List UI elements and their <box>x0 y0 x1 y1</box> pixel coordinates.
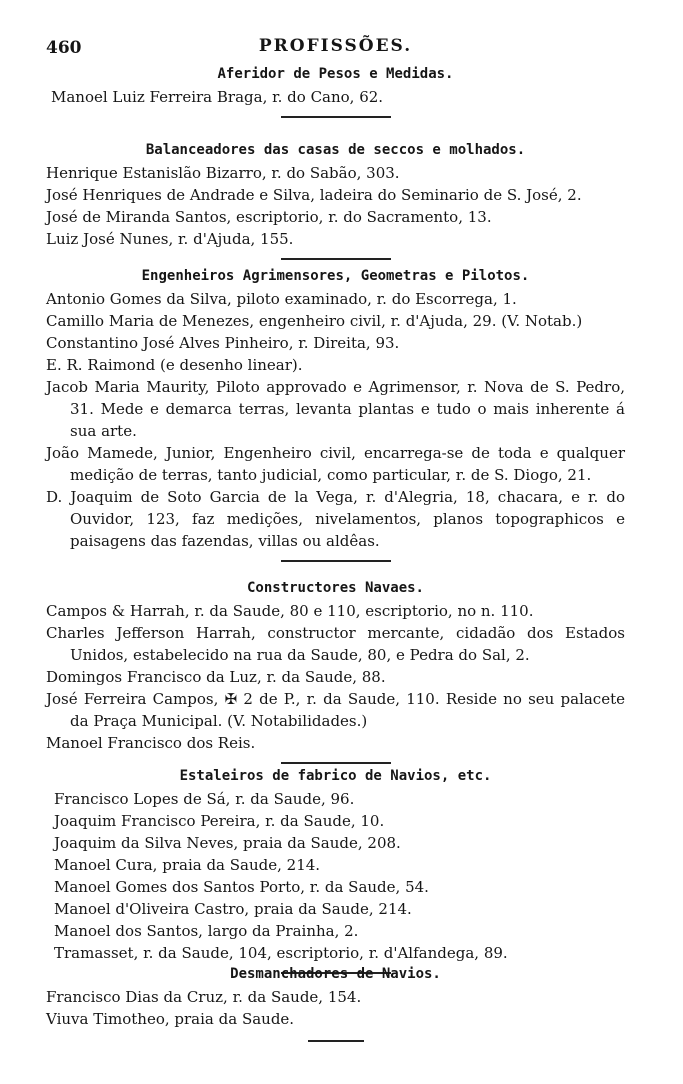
section-divider <box>281 258 391 260</box>
list-item: Tramasset, r. da Saude, 104, escriptorio, r. d'Alfandega, 89. <box>54 944 508 962</box>
list-item: Francisco Dias da Cruz, r. da Saude, 154. <box>46 988 362 1006</box>
list-item: D. Joaquim de Soto Garcia de la Vega, r. d'Alegria, 18, chacara, e r. do Ouvidor, 123, faz medições, nivelamentos, planos topographicos e paisagens das fazendas, villas ou aldêas. <box>46 488 625 550</box>
list-item: Manoel dos Santos, largo da Prainha, 2. <box>54 922 359 940</box>
list-item: Luiz José Nunes, r. d'Ajuda, 155. <box>46 230 294 248</box>
list-item: Joaquim da Silva Neves, praia da Saude, 208. <box>54 834 401 852</box>
list-item: Manoel Luiz Ferreira Braga, r. do Cano, 62. <box>51 88 384 106</box>
section-divider <box>281 560 391 562</box>
section-constructores <box>46 576 625 772</box>
list-item: Jacob Maria Maurity, Piloto approvado e Agrimensor, r. Nova de S. Pedro, 31. Mede e demarca terras, levanta plantas e tudo o mais inherente á sua arte. <box>46 378 625 440</box>
list-item: Joaquim Francisco Pereira, r. da Saude, 10. <box>54 812 385 830</box>
list-item: Camillo Maria de Menezes, engenheiro civil, r. d'Ajuda, 29. (V. Notab.) <box>46 312 583 330</box>
list-item: Constantino José Alves Pinheiro, r. Direita, 93. <box>46 334 400 352</box>
running-title: PROFISSÕES. <box>258 36 413 56</box>
section-title: Engenheiros Agrimensores, Geometras e Pilotos. <box>141 268 530 284</box>
section-engenheiros <box>46 264 625 570</box>
section-title: Constructores Navaes. <box>246 580 424 596</box>
section-title: Balanceadores das casas de seccos e molhados. <box>145 142 526 158</box>
section-title: Aferidor de Pesos e Medidas. <box>217 66 454 82</box>
section-balanceadores <box>46 138 625 268</box>
end-divider <box>308 1040 364 1042</box>
list-item: Henrique Estanislão Bizarro, r. do Sabão, 303. <box>46 164 400 182</box>
list-item: João Mamede, Junior, Engenheiro civil, encarrega-se de toda e qualquer medição de terras, tanto judicial, como particular, r. de S. Diogo, 21. <box>46 444 625 484</box>
section-title: Estaleiros de fabrico de Navios, etc. <box>179 768 492 784</box>
page-header <box>46 36 625 60</box>
page-number: 460 <box>46 38 82 58</box>
list-item: Domingos Francisco da Luz, r. da Saude, 88. <box>46 668 386 686</box>
list-item: Manoel Francisco dos Reis. <box>46 734 256 752</box>
list-item: E. R. Raimond (e desenho linear). <box>46 356 303 374</box>
list-item: José Ferreira Campos, ✠ 2 de P., r. da Saude, 110. Reside no seu palacete da Praça Municipal. (V. Notabilidades.) <box>46 690 625 730</box>
section-aferidor <box>46 62 625 126</box>
list-item: Manoel Cura, praia da Saude, 214. <box>54 856 321 874</box>
list-item: Antonio Gomes da Silva, piloto examinado, r. do Escorrega, 1. <box>46 290 517 308</box>
list-item: Manoel d'Oliveira Castro, praia da Saude, 214. <box>54 900 412 918</box>
list-item: Charles Jefferson Harrah, constructor mercante, cidadão dos Estados Unidos, estabelecido na rua da Saude, 80, e Pedra do Sal, 2. <box>46 624 625 664</box>
list-item: José Henriques de Andrade e Silva, ladeira do Seminario de S. José, 2. <box>46 186 582 204</box>
list-item: Francisco Lopes de Sá, r. da Saude, 96. <box>54 790 355 808</box>
list-item: Campos & Harrah, r. da Saude, 80 e 110, escriptorio, no n. 110. <box>46 602 534 620</box>
list-item: Manoel Gomes dos Santos Porto, r. da Saude, 54. <box>54 878 429 896</box>
list-item: Viuva Timotheo, praia da Saude. <box>46 1010 295 1028</box>
section-title: Desmanchadores de Navios. <box>230 966 441 982</box>
section-desmanchadores <box>46 962 625 1050</box>
section-divider <box>281 116 391 118</box>
section-estaleiros <box>46 764 625 982</box>
list-item: José de Miranda Santos, escriptorio, r. do Sacramento, 13. <box>46 208 492 226</box>
